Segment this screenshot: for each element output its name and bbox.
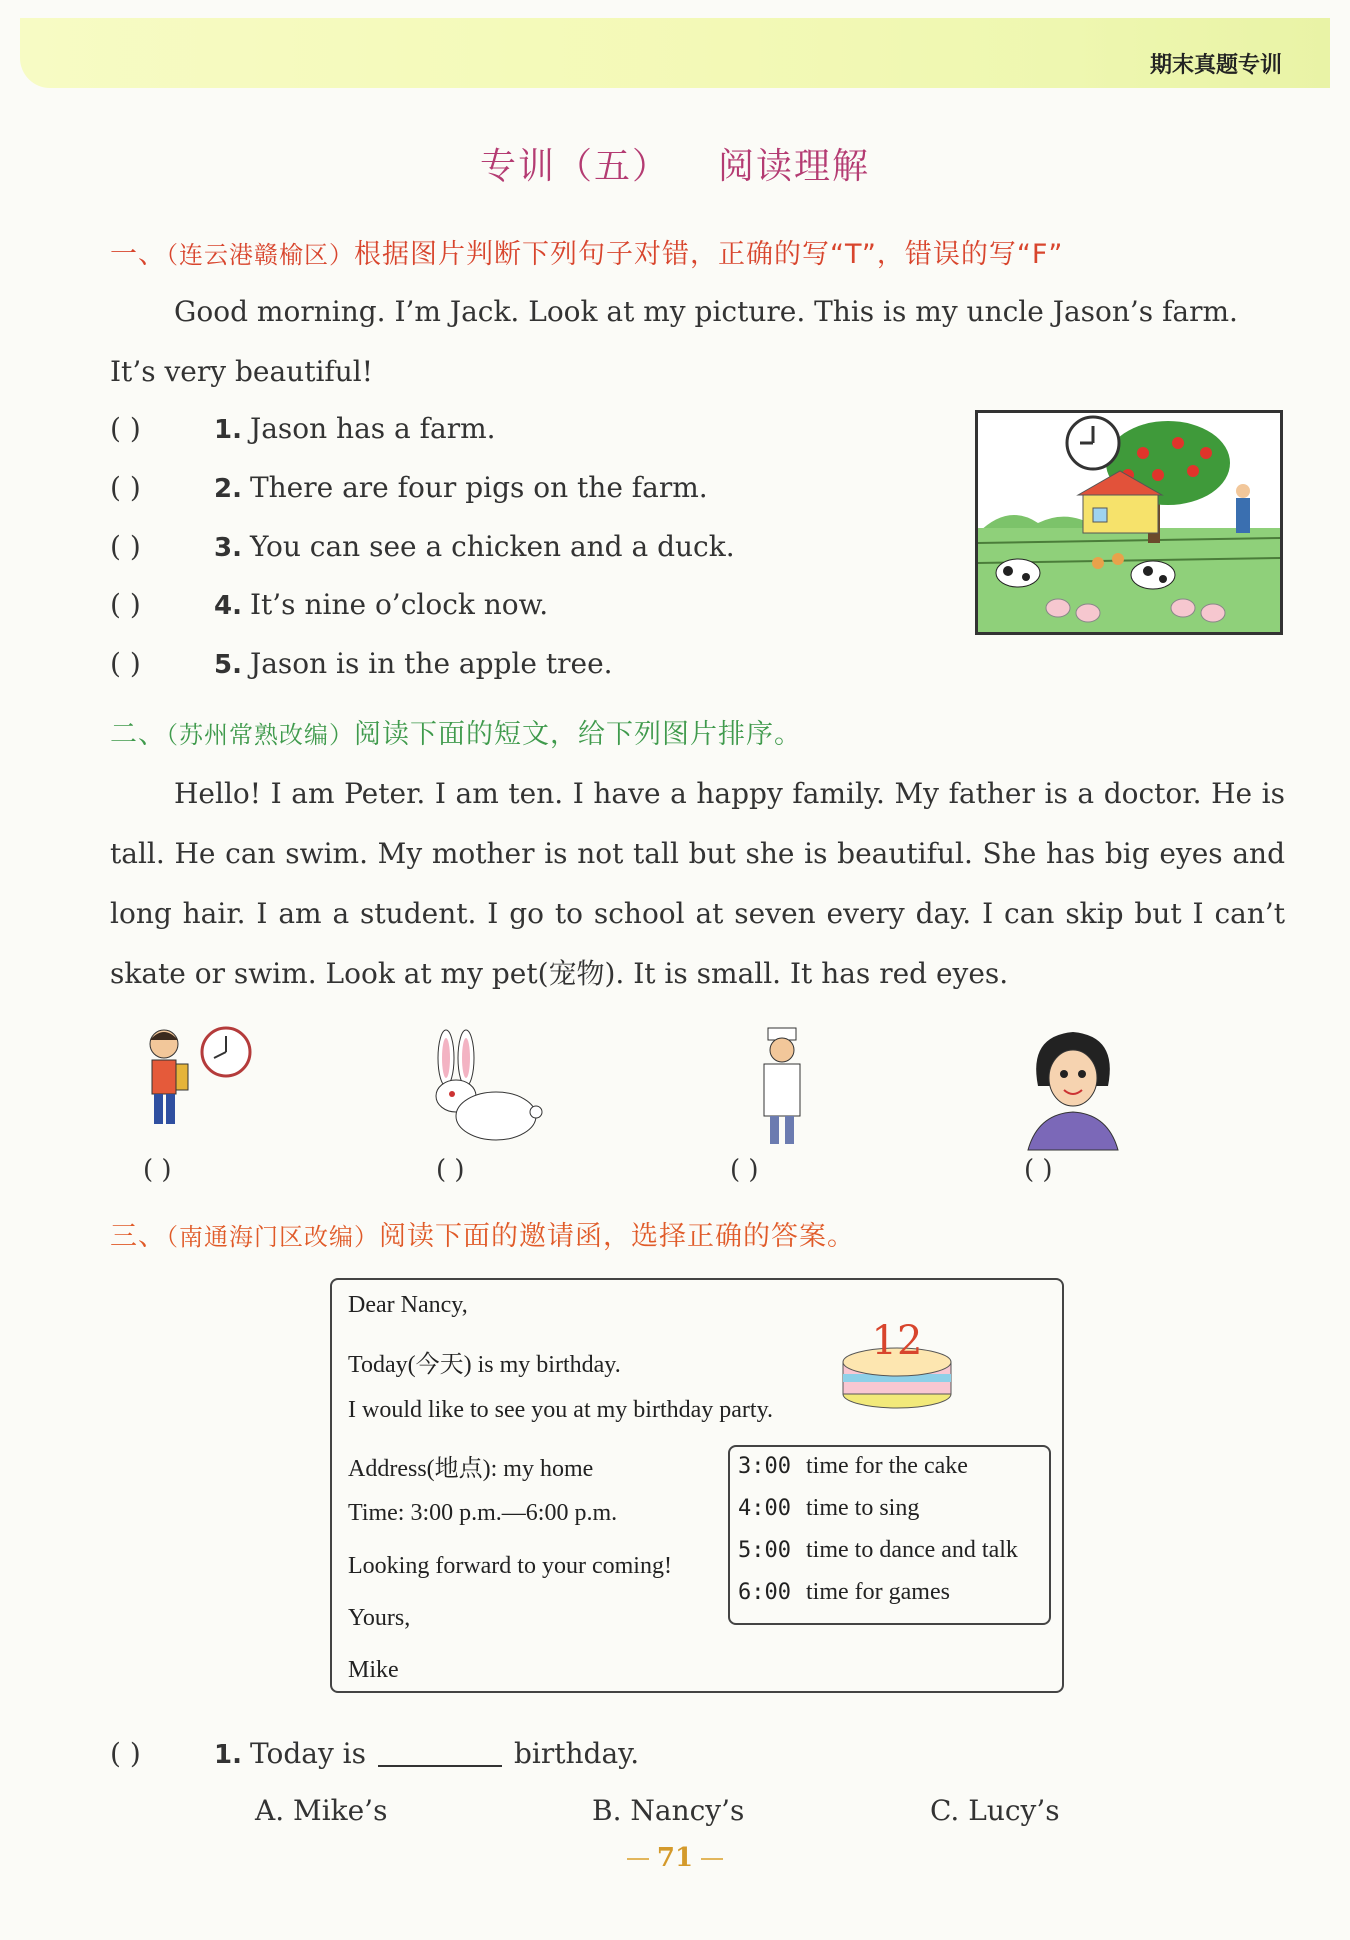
farm-illustration [975, 410, 1283, 635]
party-schedule [728, 1445, 1051, 1625]
header-band [20, 18, 1330, 88]
birthday-cake-picture [837, 1302, 957, 1429]
page-title [0, 138, 1350, 189]
letter-greeting: Dear Nancy, [348, 1292, 468, 1318]
invitation-letter [330, 1278, 1064, 1693]
picture-order-blank[interactable]: ( ) [1024, 1155, 1053, 1185]
letter-time: Time: 3:00 p.m.—6:00 p.m. [348, 1500, 618, 1526]
letter-address: Address(地点): my home [348, 1456, 594, 1482]
picture-order-blank[interactable]: ( ) [143, 1155, 172, 1185]
picture-order-blank[interactable]: ( ) [730, 1155, 759, 1185]
tf-question: ( ) 5. Jason is in the apple tree. [110, 647, 613, 680]
picture-order-blank[interactable]: ( ) [436, 1155, 465, 1185]
page-number: 71 [0, 1843, 1350, 1873]
option-a[interactable]: A. Mike’s [255, 1794, 388, 1827]
answer-blank[interactable]: ( ) [110, 471, 141, 504]
section3-heading: 三、（南通海门区改编）阅读下面的邀请函，选择正确的答案。 [110, 1221, 855, 1252]
answer-blank[interactable]: ( ) [110, 530, 141, 563]
schedule-row: 4:00 time to sing [738, 1495, 920, 1521]
option-b[interactable]: B. Nancy’s [592, 1794, 745, 1827]
schedule-row: 3:00 time for the cake [738, 1453, 968, 1479]
answer-blank[interactable]: ( ) [110, 1737, 141, 1770]
tf-question: ( ) 1. Jason has a farm. [110, 412, 496, 445]
boy-with-clock-picture [138, 1022, 258, 1146]
cake-number: 12 [871, 1318, 923, 1364]
page-title-part2: 阅读理解 [718, 146, 871, 187]
answer-blank[interactable]: ( ) [110, 588, 141, 621]
tf-question: ( ) 3. You can see a chicken and a duck. [110, 530, 735, 563]
rabbit-picture [418, 1028, 548, 1152]
option-c[interactable]: C. Lucy’s [930, 1794, 1060, 1827]
header-tag: 期末真题专训 [1149, 53, 1282, 78]
letter-signoff: Yours, [348, 1605, 411, 1631]
tf-question: ( ) 2. There are four pigs on the farm. [110, 471, 708, 504]
letter-closing: Looking forward to your coming! [348, 1553, 672, 1579]
doctor-picture [752, 1026, 812, 1155]
mother-picture [1018, 1026, 1128, 1155]
page-title-part1: 专训（五） [479, 146, 670, 187]
fill-in-blank[interactable] [378, 1735, 502, 1767]
letter-signature: Mike [348, 1657, 399, 1683]
section2-heading: 二、（苏州常熟改编）阅读下面的短文，给下列图片排序。 [110, 719, 802, 750]
section1-passage-line1: Good morning. I’m Jack. Look at my picture. This is my uncle Jason’s farm. [174, 295, 1238, 328]
section1-passage-line2: It’s very beautiful! [110, 355, 374, 388]
tf-question: ( ) 4. It’s nine o’clock now. [110, 588, 549, 621]
answer-blank[interactable]: ( ) [110, 412, 141, 445]
schedule-row: 5:00 time to dance and talk [738, 1537, 1018, 1563]
section2-passage: Hello! I am Peter. I am ten. I have a happy family. My father is a doctor. He is tall. He can swim. My mother is not tall but she is beautiful. She has big eyes and long hair. I am a student. I go to school at seven every day. I can skip but I can’t skate or swim. Look at my pet(宠物). It is small. It has red eyes. [110, 777, 1285, 990]
letter-line: Today(今天) is my birthday. [348, 1352, 621, 1378]
answer-blank[interactable]: ( ) [110, 647, 141, 680]
schedule-row: 6:00 time for games [738, 1579, 950, 1605]
letter-line: I would like to see you at my birthday party. [348, 1397, 774, 1423]
section1-heading: 一、（连云港赣榆区）根据图片判断下列句子对错，正确的写“T”，错误的写“F” [110, 239, 1064, 270]
mcq-question: ( ) 1. Today is birthday. [110, 1737, 640, 1770]
